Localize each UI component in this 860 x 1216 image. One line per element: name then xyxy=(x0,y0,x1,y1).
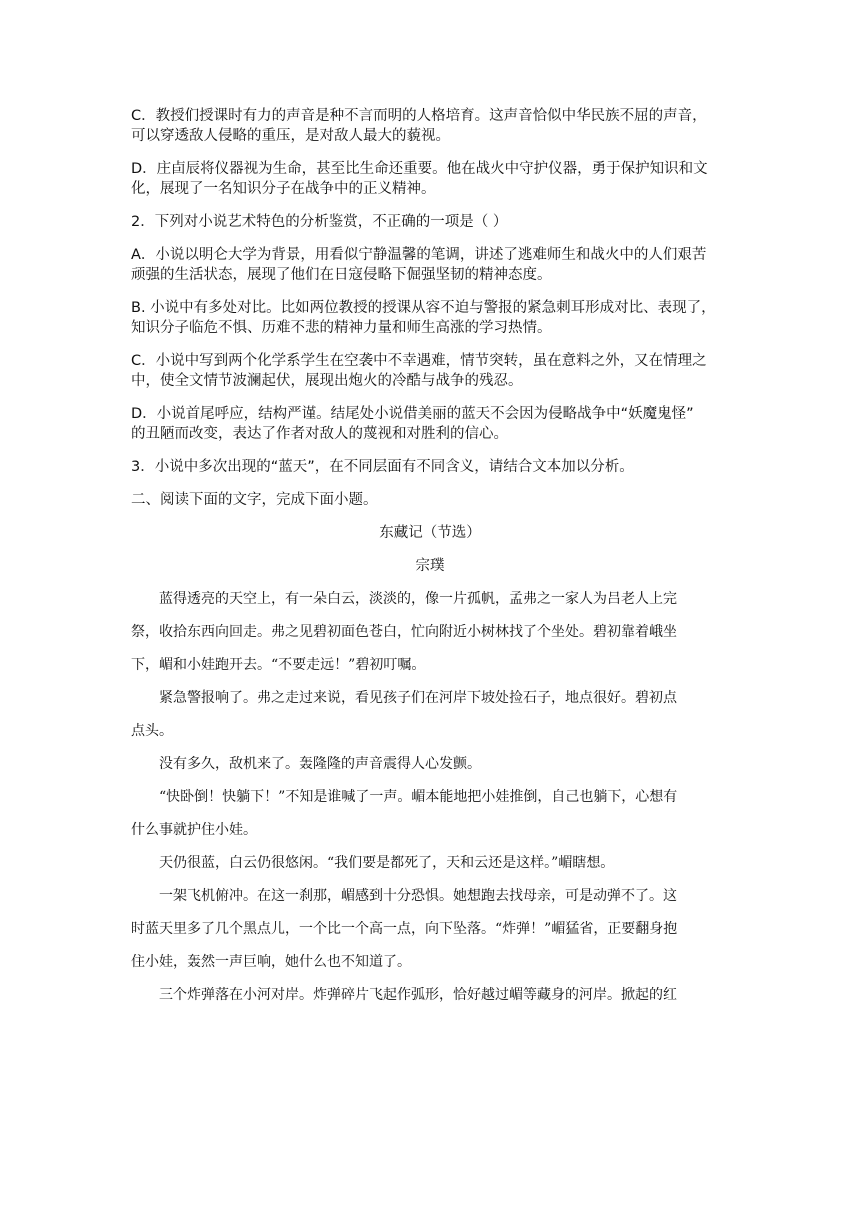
passage-body xyxy=(131,589,729,1005)
text-line: 一架飞机俯冲。在这一刹那，嵋感到十分恐惧。她想跑去找母亲，可是动弹不了。这 xyxy=(131,888,677,904)
text-line: 什么事就护住小娃。 xyxy=(131,822,257,838)
question-1-option-d xyxy=(131,159,729,199)
text-line: 住小娃，轰然一声巨响，她什么也不知道了。 xyxy=(131,954,411,970)
text-line: D．小说首尾呼应，结构严谨。结尾处小说借美丽的蓝天不会因为侵略战争中“妖魔鬼怪” xyxy=(131,406,694,422)
text-line: 点头。 xyxy=(131,723,173,739)
text-line: 祭，收拾东西向回走。弗之见碧初面色苍白，忙向附近小树林找了个坐处。碧初靠着峨坐 xyxy=(131,624,677,640)
text-line: D．庄卣辰将仪器视为生命，甚至比生命还重要。他在战火中守护仪器，勇于保护知识和文 xyxy=(131,161,708,177)
text-line: 的丑陋而改变，表达了作者对敌人的蔑视和对胜利的信心。 xyxy=(131,426,508,442)
passage-author: 宗璞 xyxy=(415,558,445,574)
text-line: B. 小说中有多处对比。比如两位教授的授课从容不迫与警报的紧急刺耳形成对比、表现了， xyxy=(131,300,716,316)
passage-paragraph xyxy=(131,787,729,840)
passage-paragraph xyxy=(131,754,729,774)
passage-paragraph xyxy=(131,589,729,675)
text-line: 三个炸弹落在小河对岸。炸弹碎片飞起作弧形，恰好越过嵋等藏身的河岸。掀起的红 xyxy=(131,987,677,1003)
text-line: 知识分子临危不惧、历难不悲的精神力量和师生高涨的学习热情。 xyxy=(131,320,552,336)
passage-title: 东藏记（节选） xyxy=(379,525,481,541)
text-line: A．小说以明仑大学为背景，用看似宁静温馨的笔调，讲述了逃难师生和战火中的人们艰苦 xyxy=(131,247,707,263)
text-line: 中，使全文情节波澜起伏，展现出炮火的冷酷与战争的残忍。 xyxy=(131,373,523,389)
text-line: 紧急警报响了。弗之走过来说，看见孩子们在河岸下坡处捡石子，地点很好。碧初点 xyxy=(131,690,677,706)
question-2-option-b xyxy=(131,298,729,338)
question-3-stem: 3．小说中多次出现的“蓝天”，在不同层面有不同含义，请结合文本加以分析。 xyxy=(131,459,634,475)
text-line: 可以穿透敌人侵略的重压，是对敌人最大的藐视。 xyxy=(131,128,450,144)
passage-paragraph xyxy=(131,853,729,873)
text-line: 没有多久，敌机来了。轰隆隆的声音震得人心发颤。 xyxy=(131,756,481,772)
text-line: 天仍很蓝，白云仍很悠闲。“我们要是都死了，天和云还是这样。”嵋瞎想。 xyxy=(131,855,615,871)
question-2-option-a xyxy=(131,245,729,285)
passage-paragraph xyxy=(131,886,729,972)
text-line: 顽强的生活状态，展现了他们在日寇侵略下倔强坚韧的精神态度。 xyxy=(131,267,552,283)
question-2-option-d xyxy=(131,404,729,444)
text-line: 下，嵋和小娃跑开去。“不要走远！”碧初叮嘱。 xyxy=(131,657,426,673)
text-line: 时蓝天里多了几个黑点儿，一个比一个高一点，向下坠落。“炸弹！”嵋猛省，正要翻身抱 xyxy=(131,921,678,937)
passage-paragraph xyxy=(131,688,729,741)
question-2-option-c xyxy=(131,351,729,391)
passage-paragraph xyxy=(131,985,729,1005)
page-content xyxy=(131,106,729,1005)
question-1-option-c xyxy=(131,106,729,146)
section-2-heading: 二、阅读下面的文字，完成下面小题。 xyxy=(131,492,378,508)
text-line: C．小说中写到两个化学系学生在空袭中不幸遇难，情节突转，虽在意料之外，又在情理之 xyxy=(131,353,707,369)
text-line: “快卧倒！快躺下！”不知是谁喊了一声。嵋本能地把小娃推倒，自己也躺下，心想有 xyxy=(131,789,678,805)
question-2-stem: 2．下列对小说艺术特色的分析鉴赏，不正确的一项是（ ） xyxy=(131,214,508,230)
text-line: 化，展现了一名知识分子在战争中的正义精神。 xyxy=(131,181,436,197)
text-line: 蓝得透亮的天空上，有一朵白云，淡淡的，像一片孤帆，孟弗之一家人为吕老人上完 xyxy=(131,591,677,607)
text-line: C．教授们授课时有力的声音是种不言而明的人格培育。这声音恰似中华民族不屈的声音， xyxy=(131,108,707,124)
